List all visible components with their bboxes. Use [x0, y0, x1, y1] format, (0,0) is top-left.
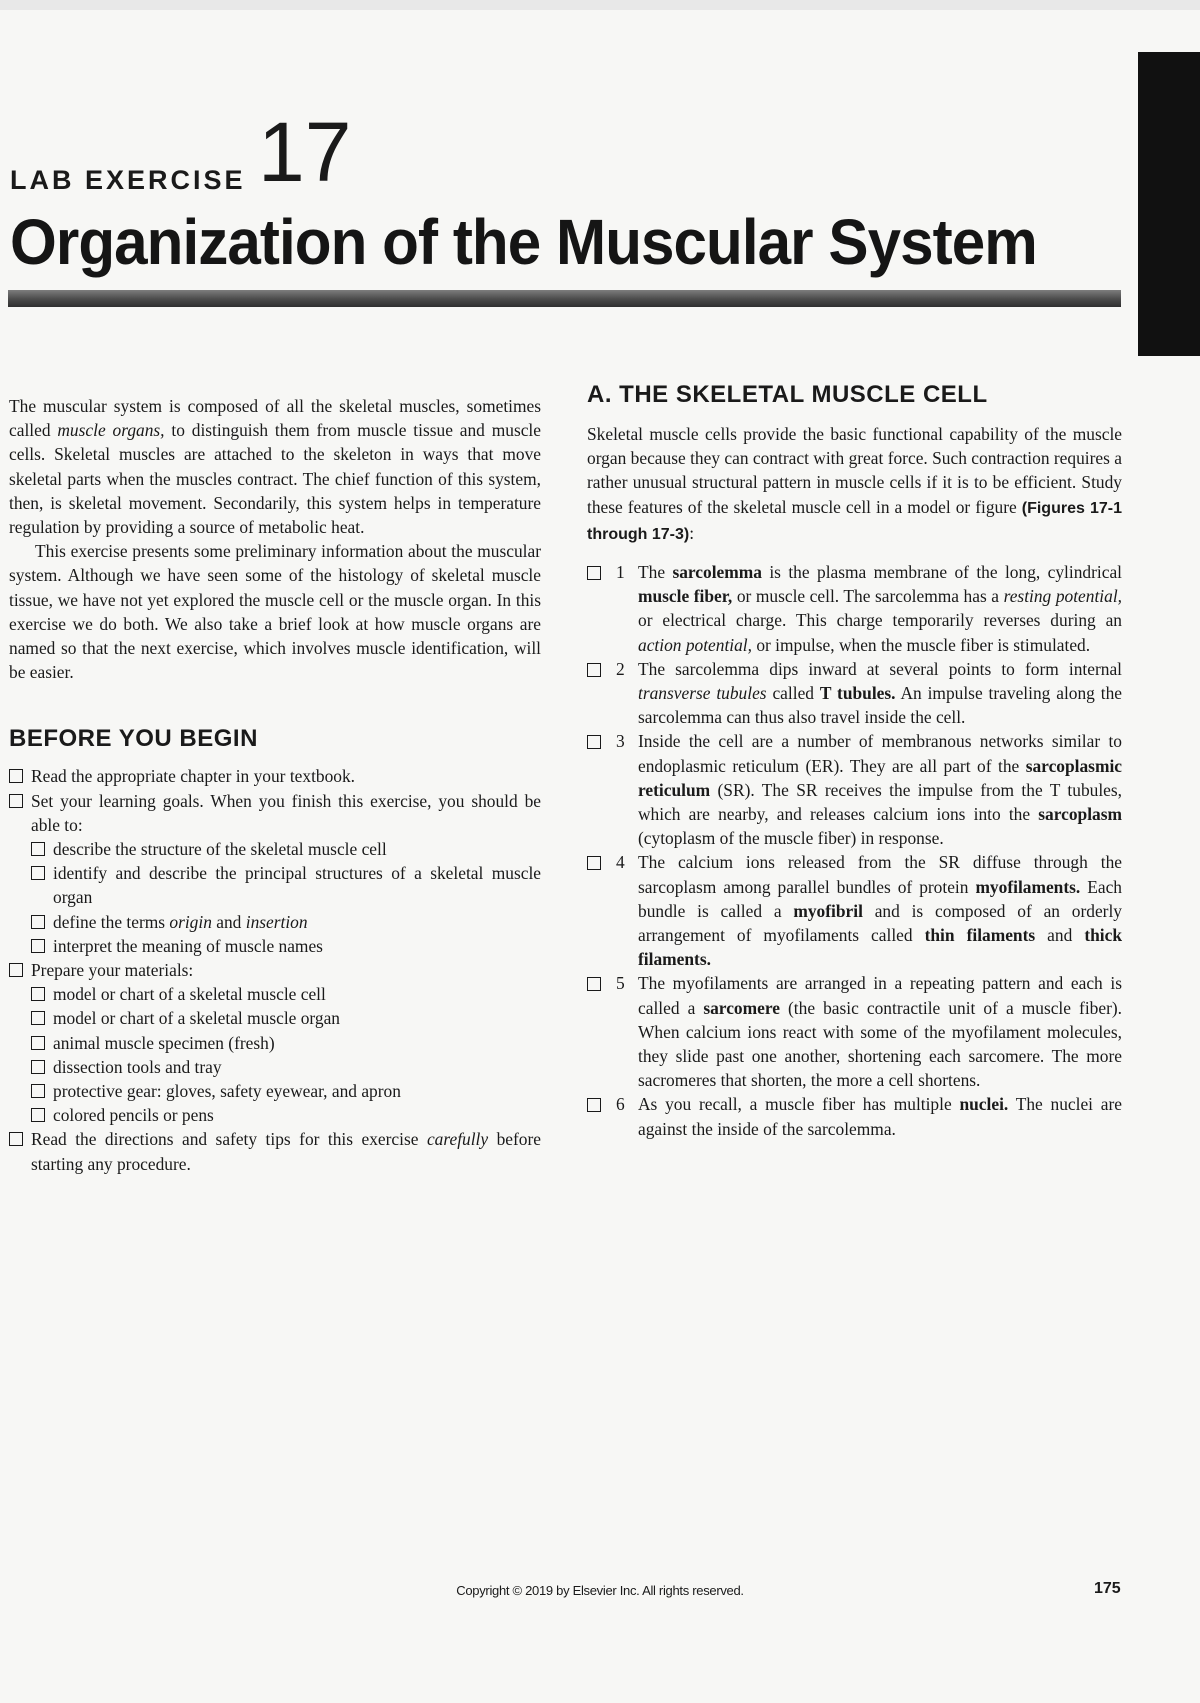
goal-text: interpret the meaning of muscle names: [53, 935, 323, 956]
step-text-part: (the basic contractile unit of a muscle fiber). When calcium ions react with some of the myofilament molecules, they slide past one another, shortening each sarcomere. The more sacromeres that shorten, the more a cell shortens.: [638, 997, 1123, 1091]
goal-item: [31, 837, 541, 861]
checklist-item-read-textbook: [9, 764, 541, 788]
checkbox-icon: [587, 1098, 601, 1112]
step-item: [587, 560, 1122, 657]
material-text: model or chart of a skeletal muscle cell: [53, 984, 326, 1005]
material-text: protective gear: gloves, safety eyewear, and apron: [53, 1081, 401, 1102]
figure-reference: (Figures 17-1 through 17-3): [587, 499, 1122, 543]
checkbox-icon: [31, 1084, 45, 1098]
left-column: [9, 394, 541, 1176]
checkbox-icon: [31, 1060, 45, 1074]
goal-item: [31, 910, 541, 934]
term-nuclei: nuclei.: [959, 1094, 1009, 1115]
material-item: [31, 1006, 541, 1030]
step-text: [638, 971, 1122, 1092]
step-text-part: or muscle cell. The sarcolemma has a: [732, 586, 1004, 607]
material-item: [31, 1079, 541, 1103]
checklist-text: Set your learning goals. When you finish this exercise, you should be able to:: [31, 790, 541, 835]
checkbox-icon: [31, 1011, 45, 1025]
step-item: [587, 729, 1122, 850]
step-number: 1: [616, 562, 625, 583]
before-you-begin-heading: BEFORE YOU BEGIN: [9, 725, 258, 753]
checkbox-icon: [31, 842, 45, 856]
checkbox-icon: [587, 663, 601, 677]
checkbox-icon: [587, 566, 601, 580]
term-resting-potential: resting potential,: [1003, 586, 1122, 607]
material-text: colored pencils or pens: [53, 1105, 214, 1126]
goal-item: [31, 934, 541, 958]
checklist-text: Read the appropriate chapter in your textbook.: [31, 766, 356, 787]
step-number: 3: [616, 731, 625, 752]
step-text-part: or impulse, when the muscle fiber is stimulated.: [752, 634, 1091, 655]
goal-text: describe the structure of the skeletal muscle cell: [53, 839, 387, 860]
chapter-edge-tab: [1138, 52, 1200, 356]
step-item: [587, 971, 1122, 1092]
goal-text-part: and: [211, 911, 246, 932]
checkbox-icon: [9, 1132, 23, 1146]
section-a-heading: A. THE SKELETAL MUSCLE CELL: [587, 381, 988, 408]
checklist-item-prepare: [9, 958, 541, 982]
material-item: [31, 982, 541, 1006]
step-text-part: The calcium ions released from the SR diffuse through the sarcoplasm among parallel bundles of protein: [638, 852, 1122, 897]
top-border: [0, 0, 1200, 10]
step-text-part: As you recall, a muscle fiber has multiple: [638, 1094, 960, 1115]
step-text: [638, 1092, 1122, 1140]
checkbox-icon: [587, 735, 601, 749]
step-number: 4: [616, 852, 625, 873]
intro-paragraph-2: This exercise presents some preliminary information about the muscular system. Although we have seen some of the histology of skeletal muscle tissue, we have not yet explored the muscle cell or the muscle organ. In this exercise we do both. We also take a brief look at how muscle organs are named so that the next exercise, which involves muscle identification, will be easier.: [9, 541, 541, 683]
material-text: dissection tools and tray: [53, 1056, 222, 1077]
step-text-part: is the plasma membrane of the long, cylindrical: [761, 562, 1122, 583]
step-number: 2: [616, 658, 625, 679]
term-transverse-tubules: transverse tubules: [638, 683, 767, 704]
term-action-potential: action potential,: [638, 634, 752, 655]
step-text-part: called: [766, 683, 820, 704]
goal-text: [53, 910, 541, 934]
term-myofibril: myofibril: [793, 900, 863, 921]
right-column: [587, 380, 1122, 1141]
term-myofilaments: myofilaments.: [975, 876, 1081, 897]
checkbox-icon: [9, 963, 23, 977]
checkbox-icon: [31, 987, 45, 1001]
directions-emphasis: carefully: [426, 1129, 489, 1150]
checkbox-icon: [31, 866, 45, 880]
checkbox-icon: [31, 1108, 45, 1122]
step-text-part: The sarcolemma dips inward at several points to form internal: [638, 658, 1122, 679]
copyright-notice: Copyright © 2019 by Elsevier Inc. All rights reserved.: [456, 1583, 744, 1598]
section-a-intro-text: Skeletal muscle cells provide the basic functional capability of the muscle organ because they can contract with great force. Such contraction requires a rather unusual structural pattern in muscle cells if it is to be efficient. Study these features of the skeletal muscle cell in a model or figure: [587, 424, 1122, 517]
checkbox-icon: [587, 856, 601, 870]
step-text: [638, 729, 1122, 850]
checkbox-icon: [9, 769, 23, 783]
directions-text-a: Read the directions and safety tips for this exercise: [31, 1129, 427, 1150]
goal-item: [31, 861, 541, 909]
material-item: [31, 1031, 541, 1055]
goal-term-insertion: insertion: [245, 911, 308, 932]
step-text-part: or electrical charge. This charge temporarily reverses during an: [638, 610, 1122, 631]
page-number: 175: [1094, 1580, 1121, 1597]
step-text-part: The myofilaments are arranged in a repeating pattern and each is called a: [638, 973, 1122, 1018]
step-text-part: The nuclei are against the inside of the sarcolemma.: [638, 1094, 1122, 1139]
checkbox-icon: [587, 977, 601, 991]
title-rule: [8, 290, 1121, 307]
section-a-intro: [587, 422, 1122, 547]
intro-p1-text-b: to distinguish them from muscle tissue and muscle cells. Skeletal muscles are attached to the skeleton in ways that move skeletal parts when the muscles contract. The chief function of this system, then, is skeletal movement. Secondarily, this system helps in temperature regulation by providing a source of metabolic heat.: [9, 420, 541, 538]
section-a-intro-end: :: [689, 522, 695, 543]
step-number: 6: [616, 1094, 625, 1115]
step-text: [638, 850, 1122, 971]
step-text-part: Each bundle is called a: [638, 876, 1122, 921]
goal-term-origin: origin: [169, 911, 212, 932]
step-item: [587, 850, 1122, 971]
page-title: Organization of the Muscular System: [10, 206, 1037, 278]
checkbox-icon: [9, 794, 23, 808]
intro-paragraph-1: [9, 394, 541, 539]
step-number: 5: [616, 973, 625, 994]
material-item: [31, 1055, 541, 1079]
goal-text-part: define the terms: [53, 911, 170, 932]
checkbox-icon: [31, 915, 45, 929]
intro-p1-text-a: The muscular system is composed of all the skeletal muscles, sometimes called: [9, 396, 541, 441]
checkbox-icon: [31, 939, 45, 953]
step-list: [587, 560, 1122, 1141]
goal-text: identify and describe the principal structures of a skeletal muscle organ: [53, 863, 541, 908]
step-text-part: (SR). The SR receives the impulse from the T tubules, which are nearby, and releases calcium ions into the: [638, 779, 1122, 825]
checklist-text: [31, 1127, 541, 1175]
term-thick-filaments: thick filaments.: [638, 925, 1122, 970]
step-text-part: An impulse traveling along the sarcolemma can thus also travel inside the cell.: [638, 683, 1123, 728]
material-text: model or chart of a skeletal muscle organ: [53, 1008, 341, 1029]
checklist-item-set-goals: [9, 789, 541, 837]
term-sarcoplasm: sarcoplasm: [1038, 804, 1122, 825]
directions-text-b: before starting any procedure.: [31, 1129, 541, 1174]
step-text-part: (cytoplasm of the muscle fiber) in response.: [638, 828, 944, 849]
step-text-part: Inside the cell are a number of membranous networks similar to endoplasmic reticulum (ER). They are all part of the: [638, 731, 1122, 776]
step-item: [587, 1092, 1122, 1140]
material-text: animal muscle specimen (fresh): [53, 1032, 275, 1053]
lab-exercise-number: 17: [258, 105, 352, 199]
step-text: [638, 560, 1122, 657]
term-sarcomere: sarcomere: [703, 997, 780, 1018]
step-item: [587, 657, 1122, 730]
step-text-part: and is composed of an orderly arrangement of myofilaments called: [638, 900, 1122, 946]
checkbox-icon: [31, 1036, 45, 1050]
term-t-tubules: T tubules.: [819, 683, 896, 704]
material-item: [31, 1103, 541, 1127]
checklist-item-read-directions: [9, 1127, 541, 1175]
step-text: [638, 657, 1122, 730]
term-sarcoplasmic-reticulum: sarcoplasmic reticulum: [638, 755, 1122, 800]
term-sarcolemma: sarcolemma: [672, 562, 762, 583]
intro-p1-emphasis: muscle organs,: [57, 420, 165, 441]
term-thin-filaments: thin filaments: [924, 925, 1036, 946]
step-text-part: The: [638, 562, 673, 583]
checklist-text: Prepare your materials:: [31, 960, 194, 981]
lab-exercise-label: LAB EXERCISE: [10, 165, 246, 195]
term-muscle-fiber: muscle fiber,: [638, 586, 733, 607]
step-text-part: and: [1035, 925, 1085, 946]
